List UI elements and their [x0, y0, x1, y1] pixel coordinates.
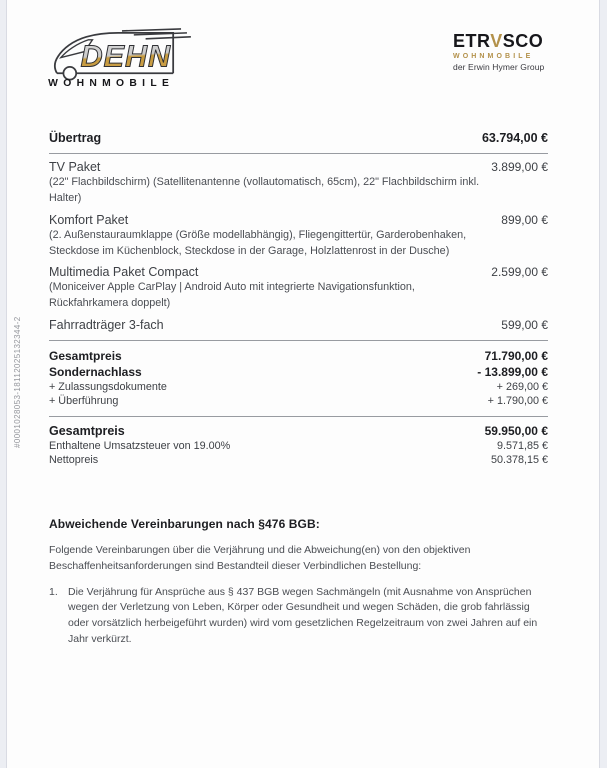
dehn-subtitle-text: WOHNMOBILE	[48, 78, 175, 89]
terms-list-item	[49, 585, 549, 648]
item-description: (2. Außenstauraumklappe (Größe modellabhängig), Fliegengittertür, Garderobenhaken, Steckdose im Küchenblock, Steckdose in der Garage, Holzlattenrost in der Dusche)	[49, 228, 467, 257]
grand-total-block	[49, 417, 548, 467]
carryover-row	[49, 128, 548, 153]
line-item	[49, 312, 548, 332]
carryover-amount: 63.794,00 €	[481, 131, 548, 145]
vat-amount: 9.571,85 €	[496, 440, 548, 453]
fee-amount: + 1.790,00 €	[487, 395, 548, 408]
terms-list	[49, 585, 549, 648]
carryover-label: Übertrag	[49, 131, 102, 145]
item-amount: 2.599,00 €	[491, 265, 548, 280]
line-item-row	[49, 160, 548, 174]
discount-label: Sondernachlass	[49, 365, 142, 380]
grand-total-amount: 59.950,00 €	[484, 424, 548, 439]
item-name: Komfort Paket	[49, 212, 129, 227]
line-item	[49, 259, 548, 312]
line-item	[49, 154, 548, 207]
line-item	[49, 207, 548, 260]
terms-item-text: Die Verjährung für Ansprüche aus § 437 BGB wegen Sachmängeln (mit Ausnahme von Ansprüchen wegen der Verletzung von Leben, Körper oder Gesundheit und wegen Schäden, die grob fahrlässig oder vorsätzlich herbeigeführt wurden) wird vom gesetzlichen Regelzeitraum von zwei Jahren auf ein Jahr verkürzt.	[68, 585, 538, 645]
fee-row	[49, 394, 548, 408]
grand-total-row	[49, 423, 548, 439]
etrusco-tagline-text: der Erwin Hymer Group	[453, 62, 545, 72]
fee-amount: + 269,00 €	[496, 381, 548, 394]
discount-row	[49, 364, 548, 380]
fee-label: + Überführung	[49, 395, 119, 408]
subtotal-block	[49, 341, 548, 416]
subtotal-label: Gesamtpreis	[49, 349, 122, 364]
etrusco-logo	[453, 26, 557, 72]
vat-label: Enthaltene Umsatzsteuer von 19.00%	[49, 440, 231, 453]
speed-lines-icon	[122, 29, 191, 39]
line-item-row	[49, 318, 548, 332]
subtotal-amount: 71.790,00 €	[484, 349, 548, 364]
item-name: TV Paket	[49, 160, 101, 174]
vat-row	[49, 439, 548, 453]
terms-section	[49, 517, 549, 648]
dehn-brand-text: DEHN	[80, 39, 171, 74]
item-name: Multimedia Paket Compact	[49, 265, 199, 280]
line-item-row	[49, 265, 548, 279]
dehn-logo	[47, 26, 195, 94]
terms-intro: Folgende Vereinbarungen über die Verjährung und die Abweichung(en) von den objektiven Beschaffenheitsanforderungen sind Bestandteil dieser Verbindlichen Bestellung:	[49, 544, 471, 572]
pricing-table	[49, 128, 548, 467]
dehn-van-icon	[47, 26, 195, 89]
item-amount: 599,00 €	[501, 318, 548, 333]
document-number: #0001028053-18112025132344-2	[13, 316, 22, 448]
line-item-row	[49, 213, 548, 227]
item-description: (Moniceiver Apple CarPlay | Android Auto mit integrierte Navigationsfunktion, Rückfahrkamera doppelt)	[49, 281, 415, 310]
header	[7, 0, 599, 94]
grand-total-label: Gesamtpreis	[49, 424, 125, 439]
item-name: Fahrradträger 3-fach	[49, 318, 164, 333]
discount-amount: - 13.899,00 €	[477, 365, 548, 380]
document-page	[6, 0, 600, 768]
etrusco-subtitle-text: WOHNMOBILE	[453, 53, 534, 60]
terms-heading: Abweichende Vereinbarungen nach §476 BGB:	[49, 517, 320, 532]
net-price-amount: 50.378,15 €	[490, 454, 548, 467]
etrusco-gold-v: V	[490, 31, 503, 51]
net-price-label: Nettopreis	[49, 454, 99, 467]
fee-label: + Zulassungsdokumente	[49, 381, 167, 394]
fee-row	[49, 380, 548, 394]
etrusco-brand-text: ETRVSCO	[453, 31, 544, 51]
terms-item-number: 1.	[49, 585, 58, 598]
item-description: (22" Flachbildschirm) (Satellitenantenne (vollautomatisch, 65cm), 22" Flachbildschirm inkl. Halter)	[49, 176, 480, 204]
item-amount: 3.899,00 €	[491, 160, 548, 174]
subtotal-row	[49, 348, 548, 364]
net-price-row	[49, 453, 548, 467]
item-amount: 899,00 €	[501, 212, 548, 227]
